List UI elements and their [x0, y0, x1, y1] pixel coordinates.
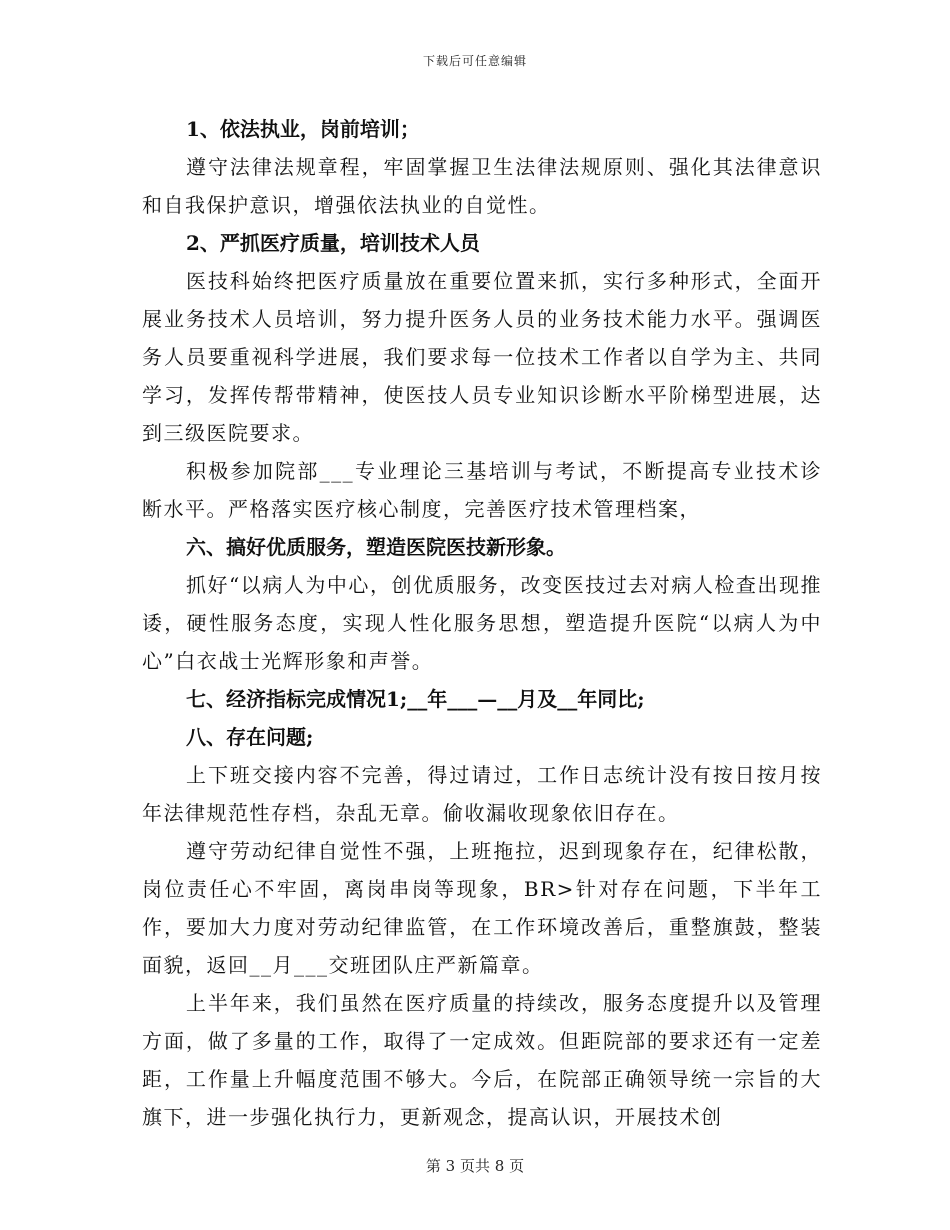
paragraph: 医技科始终把医疗质量放在重要位置来抓，实行多种形式，全面开展业务技术人员培训，努力提升医务人员的业务技术能力水平。强调医务人员要重视科学进展，我们要求每一位技术工作者以自学为主、共同学习，发挥传帮带精神，使医技人员专业知识诊断水平阶梯型进展，达到三级医院要求。	[142, 269, 822, 445]
paragraph: 上下班交接内容不完善，得过请过，工作日志统计没有按日按月按年法律规范性存档，杂乱无章。偷收漏收现象依旧存在。	[142, 763, 822, 825]
page-header: 下载后可任意编辑	[422, 54, 527, 68]
page-footer: 第 3 页共 8 页	[425, 1157, 525, 1175]
document-body	[142, 110, 822, 1136]
paragraph: 上半年来，我们虽然在医疗质量的持续改，服务态度提升以及管理方面，做了多量的工作，取得了一定成效。但距院部的要求还有一定差距，工作量上升幅度范围不够大。今后，在院部正确领导统一宗旨的大旗下，进一步强化执行力，更新观念，提高认识，开展技术创	[142, 991, 822, 1129]
section-heading: 2、严抓医疗质量，培训技术人员	[186, 231, 480, 255]
paragraph: 积极参加院部___专业理论三基培训与考试，不断提高专业技术诊断水平。严格落实医疗核心制度，完善医疗技术管理档案，	[142, 459, 822, 521]
section-heading: 七、经济指标完成情况1;__年___—__月及__年同比;	[186, 687, 645, 711]
section-heading: 1、依法执业，岗前培训；	[186, 117, 420, 141]
paragraph: 遵守法律法规章程，牢固掌握卫生法律法规原则、强化其法律意识和自我保护意识，增强依法执业的自觉性。	[142, 155, 822, 217]
paragraph: 遵守劳动纪律自觉性不强，上班拖拉，迟到现象存在，纪律松散，岗位责任心不牢固，离岗串岗等现象，BR>针对存在问题，下半年工作，要加大力度对劳动纪律监管，在工作环境改善后，重整旗鼓，整装面貌，返回__月___交班团队庄严新篇章。	[142, 839, 822, 977]
section-heading: 六、搞好优质服务，塑造医院医技新形象。	[186, 535, 566, 559]
section-heading: 八、存在问题;	[186, 725, 314, 749]
paragraph: 抓好“以病人为中心，创优质服务，改变医技过去对病人检查出现推诿，硬性服务态度，实现人性化服务思想，塑造提升医院“以病人为中心”白衣战士光辉形象和声誉。	[142, 573, 822, 673]
